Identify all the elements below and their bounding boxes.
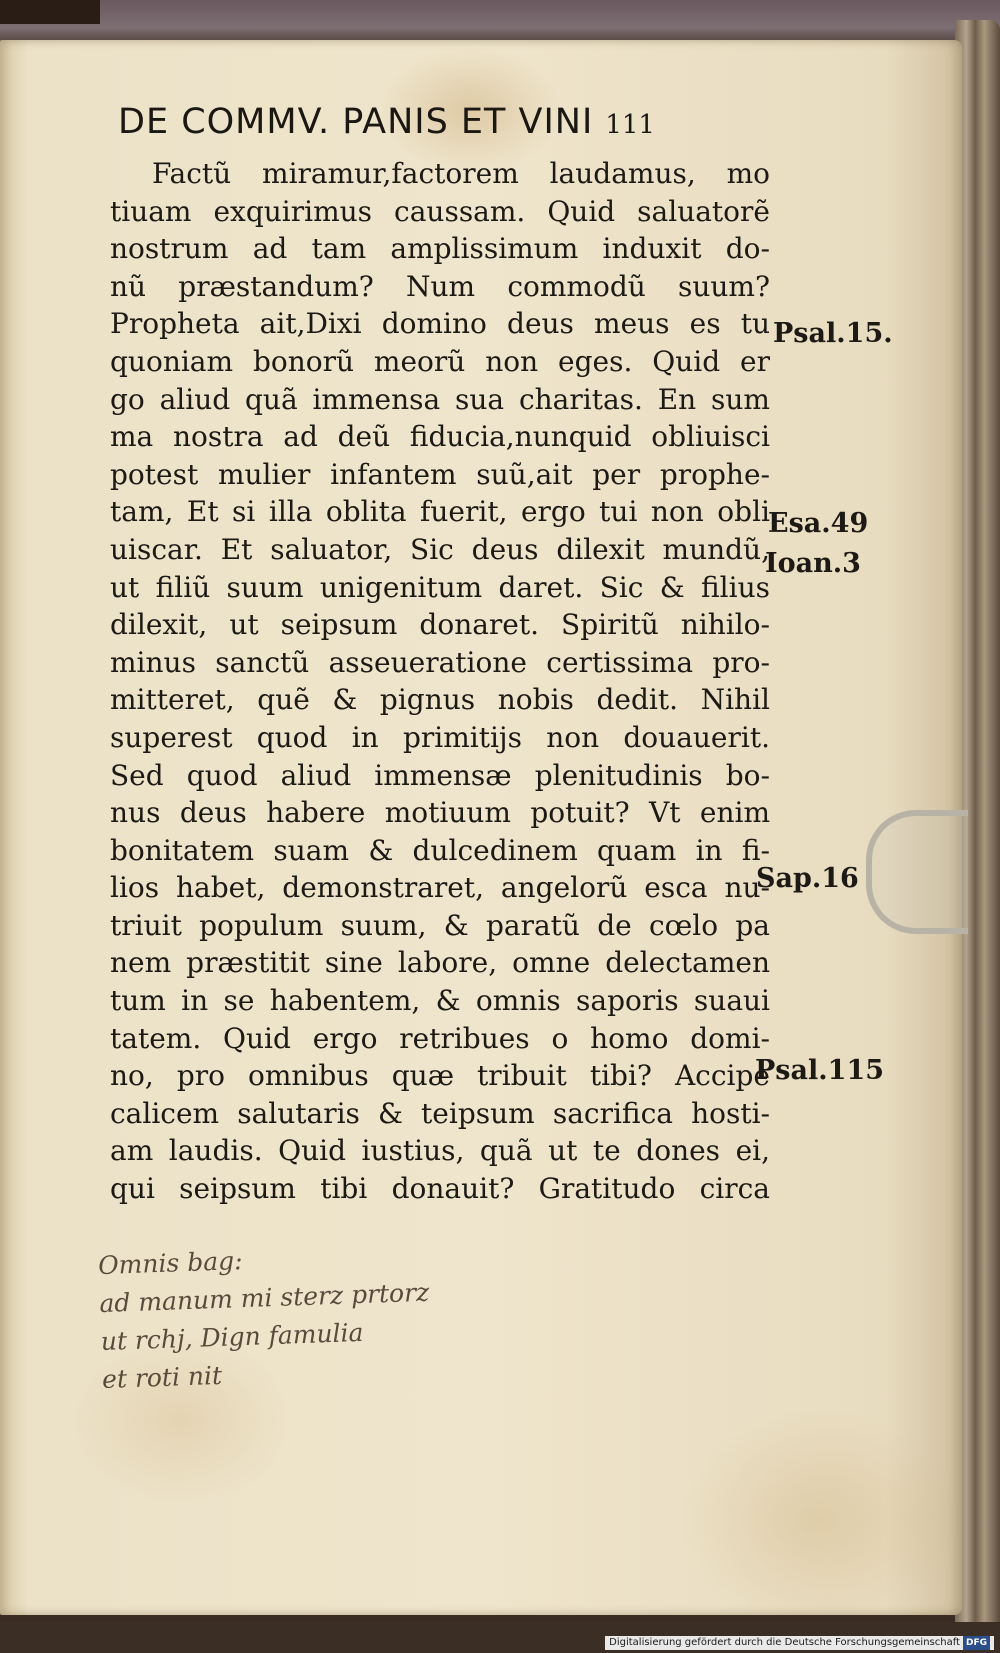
scan-corner bbox=[0, 0, 100, 24]
text-line: tam, Et si illa oblita fuerit, ergo tui non obli bbox=[110, 495, 770, 529]
marginal-note-psal15: Psal.15. bbox=[773, 318, 893, 349]
text-line: tum in se habentem, & omnis saporis suaui bbox=[110, 984, 770, 1018]
marginal-note-ioan3: Ioan.3 bbox=[765, 548, 861, 579]
text-line: bonitatem suam & dulcedinem quam in fi- bbox=[110, 833, 770, 867]
marginal-note-sap16: Sap.16 bbox=[756, 863, 859, 894]
text-line: go aliud quã immensa sua charitas. En sum bbox=[110, 382, 770, 416]
text-line: tiuam exquirimus caussam. Quid saluatorẽ bbox=[110, 194, 770, 228]
text-line: uiscar. Et saluator, Sic deus dilexit mundũ, bbox=[110, 532, 770, 566]
marginal-note-psal115: Psal.115 bbox=[755, 1055, 885, 1086]
text-line: am laudis. Quid iustius, quã ut te dones ei, bbox=[110, 1134, 770, 1168]
handwritten-annotation bbox=[98, 1229, 623, 1399]
marginal-note-esa49: Esa.49 bbox=[768, 508, 869, 539]
text-line: Propheta ait,Dixi domino deus meus es tu bbox=[110, 307, 770, 341]
text-line: qui seipsum tibi donauit? Gratitudo circa bbox=[110, 1172, 770, 1206]
text-line: dilexit, ut seipsum donaret. Spiritũ nihilo- bbox=[110, 608, 770, 642]
text-line: nus deus habere motiuum potuit? Vt enim bbox=[110, 796, 770, 830]
text-line: no, pro omnibus quæ tribuit tibi? Accipe bbox=[110, 1059, 770, 1093]
text-line: triuit populum suum, & paratũ de cœlo pa bbox=[110, 908, 770, 942]
running-header bbox=[118, 102, 758, 142]
text-line: quoniam bonorũ meorũ non eges. Quid er bbox=[110, 344, 770, 378]
text-line: tatem. Quid ergo retribues o homo domi- bbox=[110, 1021, 770, 1055]
text-line: potest mulier infantem suũ,ait per prophe- bbox=[110, 457, 770, 491]
text-line: mitteret, quẽ & pignus nobis dedit. Nihil bbox=[110, 683, 770, 717]
text-line: superest quod in primitijs non douauerit. bbox=[110, 720, 770, 754]
text-line: Sed quod aliud immensæ plenitudinis bo- bbox=[110, 758, 770, 792]
text-line: lios habet, demonstraret, angelorũ esca nu- bbox=[110, 871, 770, 905]
text-line: nũ præstandum? Num commodũ suum? bbox=[110, 269, 770, 303]
page-clip bbox=[866, 810, 968, 934]
folio-number: 111 bbox=[605, 110, 655, 140]
text-line: ma nostra ad deũ fiducia,nunquid obliuisci bbox=[110, 420, 770, 454]
header-title: DE COMMV. PANIS ET VINI bbox=[118, 102, 594, 142]
text-line: minus sanctũ asseueratione certissima pro- bbox=[110, 645, 770, 679]
handwritten-line: Omnis bag: bbox=[97, 1246, 243, 1281]
credit-text: Digitalisierung gefördert durch die Deutsche Forschungsgemeinschaft bbox=[609, 1637, 960, 1648]
dfg-logo: DFG bbox=[963, 1636, 990, 1650]
text-line: Factũ miramur,factorem laudamus, mo bbox=[152, 157, 770, 190]
body-text bbox=[110, 155, 770, 1208]
text-line: ut filiũ suum unigenitum daret. Sic & filius bbox=[110, 570, 770, 604]
digitization-credit bbox=[605, 1636, 994, 1650]
text-line: nostrum ad tam amplissimum induxit do- bbox=[110, 232, 770, 266]
text-line: nem præstitit sine labore, omne delectamen bbox=[110, 946, 770, 980]
text-line: calicem salutaris & teipsum sacrifica hosti- bbox=[110, 1096, 770, 1130]
handwritten-line: ad manum mi sterz prtorz bbox=[98, 1277, 430, 1319]
handwritten-line: et roti nit bbox=[101, 1360, 223, 1395]
handwritten-line: ut rchj, Dign famulia bbox=[100, 1317, 364, 1357]
